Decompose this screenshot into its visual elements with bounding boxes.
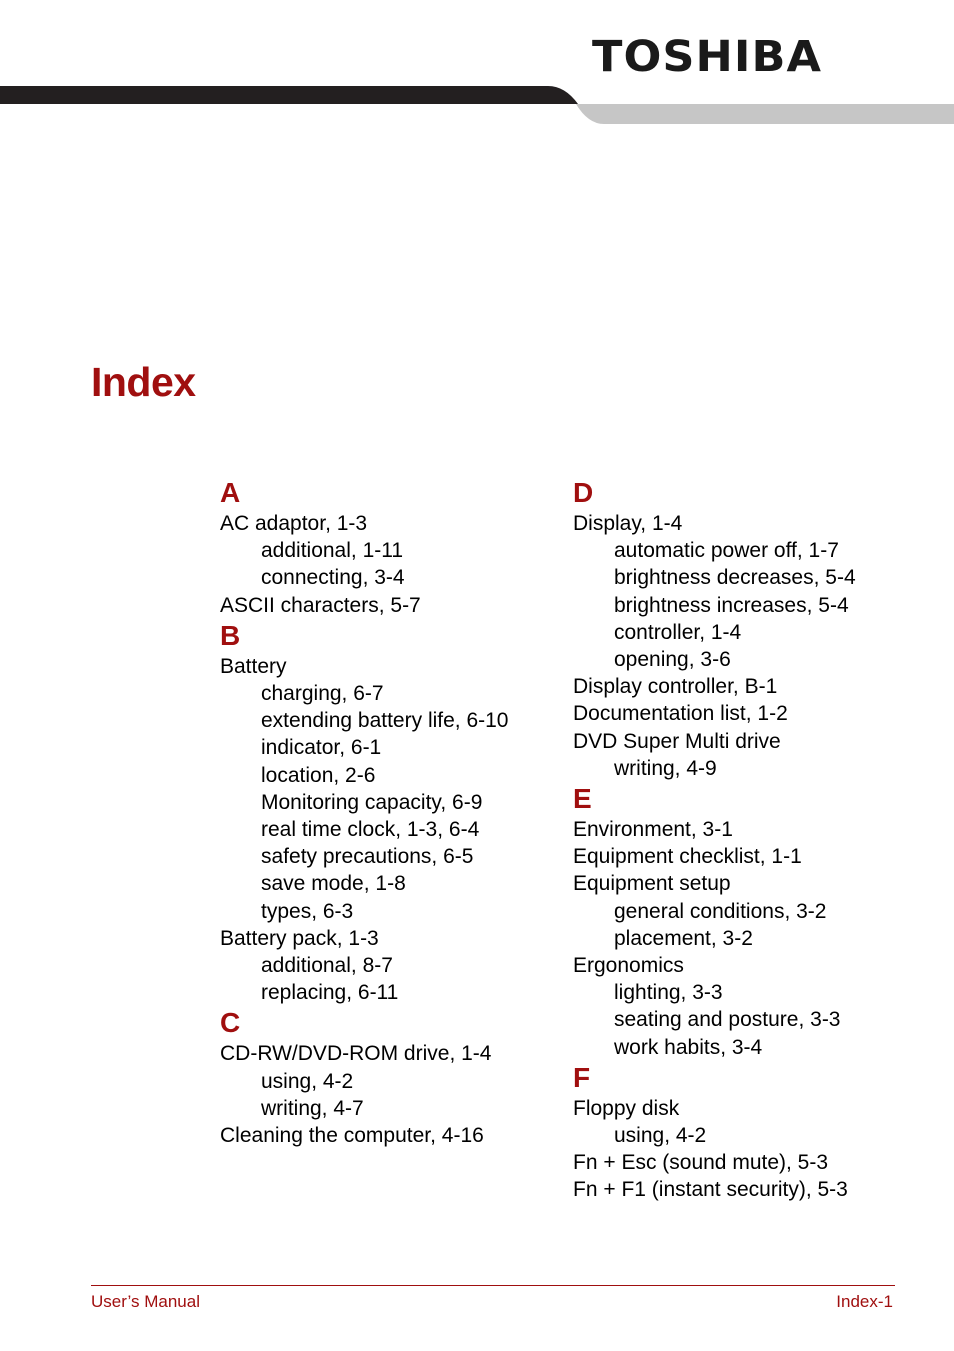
index-entry: Ergonomics [573, 954, 684, 978]
index-subentry: writing, 4-9 [614, 756, 717, 780]
index-entry: CD-RW/DVD-ROM drive, 1-4 [220, 1042, 492, 1066]
index-subentry: opening, 3-6 [614, 648, 731, 672]
index-subentry: controller, 1-4 [614, 620, 742, 644]
index-subentry: lighting, 3-3 [614, 981, 723, 1005]
index-subentry: using, 4-2 [614, 1124, 707, 1148]
index-entry: Equipment setup [573, 872, 731, 896]
index-subentry: automatic power off, 1-7 [614, 539, 839, 563]
page-title: Index [91, 359, 196, 405]
index-section [573, 476, 933, 782]
index-subentry: work habits, 3-4 [614, 1035, 763, 1059]
index-entry: Cleaning the computer, 4-16 [220, 1124, 484, 1148]
header-light-bar [576, 104, 954, 124]
index-subentry: indicator, 6-1 [261, 736, 382, 760]
index-section [220, 476, 560, 619]
index-entry: Fn + Esc (sound mute), 5-3 [573, 1151, 829, 1175]
index-subentry: save mode, 1-8 [261, 872, 406, 896]
index-subentry: connecting, 3-4 [261, 566, 405, 590]
section-letter: D [573, 477, 594, 508]
index-subentry: additional, 1-11 [261, 539, 404, 563]
section-letter: C [220, 1007, 241, 1039]
index-subentry: seating and posture, 3-3 [614, 1008, 841, 1032]
index-subentry: brightness decreases, 5-4 [614, 566, 856, 590]
index-entry: Environment, 3-1 [573, 818, 733, 842]
index-subentry: extending battery life, 6-10 [261, 709, 509, 733]
toshiba-logo [592, 28, 824, 78]
index-subentry: placement, 3-2 [614, 926, 753, 950]
section-letter: A [220, 477, 241, 508]
index-subentry: types, 6-3 [261, 899, 354, 923]
index-entry: Fn + F1 (instant security), 5-3 [573, 1178, 848, 1202]
index-section [220, 619, 560, 1007]
index-column-left [220, 476, 560, 1149]
index-subentry: real time clock, 1-3, 6-4 [261, 818, 480, 842]
index-subentry: location, 2-6 [261, 763, 376, 787]
index-entry: Display controller, B-1 [573, 675, 778, 699]
index-subentry: brightness increases, 5-4 [614, 593, 849, 617]
index-entry: AC adaptor, 1-3 [220, 512, 368, 535]
index-entry: Floppy disk [573, 1096, 680, 1120]
header-dark-bar [0, 86, 578, 104]
index-subentry: replacing, 6-11 [261, 981, 399, 1005]
index-entry: Equipment checklist, 1-1 [573, 845, 802, 869]
index-section [220, 1006, 560, 1149]
index-entry: Display, 1-4 [573, 512, 683, 535]
footer-divider [91, 1285, 895, 1286]
logo-wordmark: TOSHIBA [592, 32, 822, 78]
section-letter: E [573, 783, 592, 815]
footer-page-number: Index-1 [836, 1292, 893, 1311]
index-subentry: safety precautions, 6-5 [261, 845, 474, 869]
index-subentry: writing, 4-7 [261, 1096, 364, 1120]
index-column-right [573, 476, 933, 1204]
index-entry: Documentation list, 1-2 [573, 702, 788, 726]
index-section [573, 1061, 933, 1204]
index-subentry: charging, 6-7 [261, 682, 384, 706]
section-letter: B [220, 619, 241, 651]
index-subentry: additional, 8-7 [261, 954, 393, 978]
index-section [573, 782, 933, 1061]
index-entry: DVD Super Multi drive [573, 729, 781, 753]
section-letter: F [573, 1061, 591, 1093]
index-entry: Battery pack, 1-3 [220, 926, 379, 950]
index-subentry: Monitoring capacity, 6-9 [261, 790, 483, 814]
index-subentry: general conditions, 3-2 [614, 899, 827, 923]
index-entry: ASCII characters, 5-7 [220, 593, 421, 617]
index-entry: Battery [220, 654, 287, 678]
footer-manual-label: User’s Manual [91, 1292, 200, 1311]
index-subentry: using, 4-2 [261, 1069, 354, 1093]
